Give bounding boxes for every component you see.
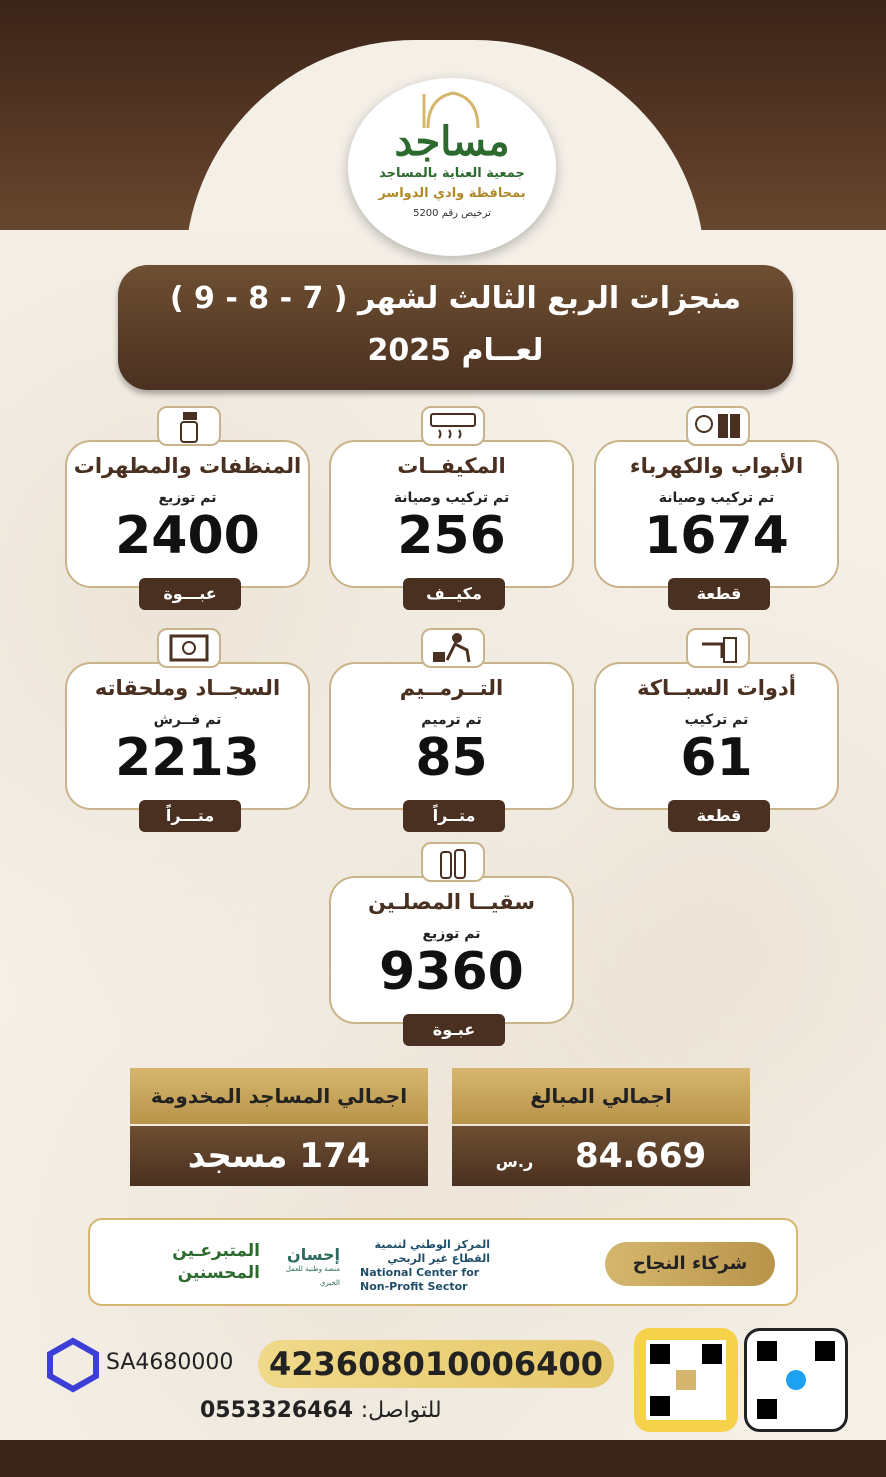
stat-card-cleaners — [65, 440, 310, 603]
iban-number[interactable]: 423608010006400 — [258, 1340, 614, 1388]
card-unit: قطعة — [668, 800, 770, 832]
qr-code-twitter[interactable] — [744, 1328, 848, 1432]
logo-name: مساجد — [394, 118, 510, 165]
qr-code-association[interactable] — [634, 1328, 738, 1432]
title-line1: منجزات الربع الثالث لشهر ( 7 - 8 - 9 ) — [169, 281, 742, 316]
card-title: سقيــا المصلـين — [368, 890, 535, 914]
total-amounts-body — [452, 1126, 750, 1186]
card-title: التــرمــيم — [399, 676, 504, 700]
card-title: السجــاد وملحقاته — [94, 676, 281, 700]
card-unit: عبـــوة — [139, 578, 241, 610]
ncnp-ar: المركز الوطني لتنمية القطاع غير الربحي — [374, 1238, 490, 1265]
donors-l1: المتبرعـين — [172, 1241, 260, 1261]
stat-card-water — [329, 876, 574, 1039]
footer-band — [0, 1440, 886, 1477]
card-value: 61 — [680, 728, 753, 788]
iban-prefix: SA4680000 — [106, 1350, 234, 1375]
donors-l2: المحسنين — [177, 1263, 260, 1283]
card-unit: عبـوة — [403, 1014, 505, 1046]
partners-badge: شركاء النجاح — [605, 1242, 775, 1286]
logo-line2: بمحافظة وادي الدواسر — [378, 186, 526, 201]
faucet-icon — [686, 628, 750, 668]
partners-strip — [88, 1218, 798, 1306]
card-subtitle: تم توزيع — [422, 926, 481, 942]
stat-card-ac — [329, 440, 574, 603]
ncnp-logo — [360, 1238, 490, 1294]
card-value: 9360 — [379, 942, 524, 1002]
worker-icon — [421, 628, 485, 668]
card-subtitle: تم فــرش — [153, 712, 222, 728]
card-unit: متــراً — [403, 800, 505, 832]
ehsan-name: إحسان — [287, 1245, 340, 1264]
water-bottles-icon — [421, 842, 485, 882]
title-line2: لعــام 2025 — [367, 333, 544, 368]
total-amounts-label: اجمالي المبالغ — [452, 1068, 750, 1124]
card-title: المكيفــات — [397, 454, 506, 478]
card-value: 2213 — [115, 728, 260, 788]
currency-symbol: ر.س — [495, 1152, 534, 1171]
card-value: 256 — [397, 506, 506, 566]
stat-card-carpets — [65, 662, 310, 825]
stat-card-plumbing — [594, 662, 839, 825]
total-mosques — [130, 1068, 428, 1186]
ehsan-sub: منصة وطنية للعمل الخيري — [285, 1265, 340, 1287]
carpet-icon — [157, 628, 221, 668]
ehsan-logo — [276, 1245, 340, 1290]
donors-logo — [110, 1240, 260, 1284]
organization-logo — [348, 78, 556, 256]
air-conditioner-icon — [421, 406, 485, 446]
card-subtitle: تم تركيب — [684, 712, 749, 728]
total-mosques-label: اجمالي المساجد المخدومة — [130, 1068, 428, 1124]
doors-lightbulb-icon — [686, 406, 750, 446]
card-unit: مكيــف — [403, 578, 505, 610]
card-subtitle: تم تركيب وصيانة — [393, 490, 510, 506]
card-subtitle: تم تركيب وصيانة — [658, 490, 775, 506]
total-mosques-value: 174 مسجد — [130, 1126, 428, 1186]
card-title: الأبواب والكهرباء — [629, 454, 804, 478]
title-banner — [118, 265, 793, 390]
total-amounts-value: 84.669 — [575, 1136, 707, 1176]
contact-line — [200, 1398, 442, 1423]
card-value: 2400 — [115, 506, 260, 566]
card-subtitle: تم ترميم — [421, 712, 482, 728]
stat-card-doors — [594, 440, 839, 603]
card-title: المنظفات والمطهرات — [73, 454, 302, 478]
card-unit: متـــراً — [139, 800, 241, 832]
card-subtitle: تم توزيع — [158, 490, 217, 506]
logo-line1: جمعية العناية بالمساجد — [379, 166, 525, 181]
card-value: 1674 — [644, 506, 789, 566]
card-unit: قطعة — [668, 578, 770, 610]
logo-license: ترخيص رقم 5200 — [413, 208, 491, 219]
ncnp-en: National Center for Non-Profit Sector — [360, 1266, 480, 1293]
stat-card-renovation — [329, 662, 574, 825]
card-value: 85 — [415, 728, 488, 788]
card-title: أدوات السبــاكة — [637, 676, 796, 700]
spray-bottle-icon — [157, 406, 221, 446]
total-amounts — [452, 1068, 750, 1186]
bank-logo-icon — [44, 1337, 102, 1393]
contact-label: للتواصل: — [360, 1398, 442, 1423]
phone-number[interactable]: 0553326464 — [200, 1398, 354, 1423]
